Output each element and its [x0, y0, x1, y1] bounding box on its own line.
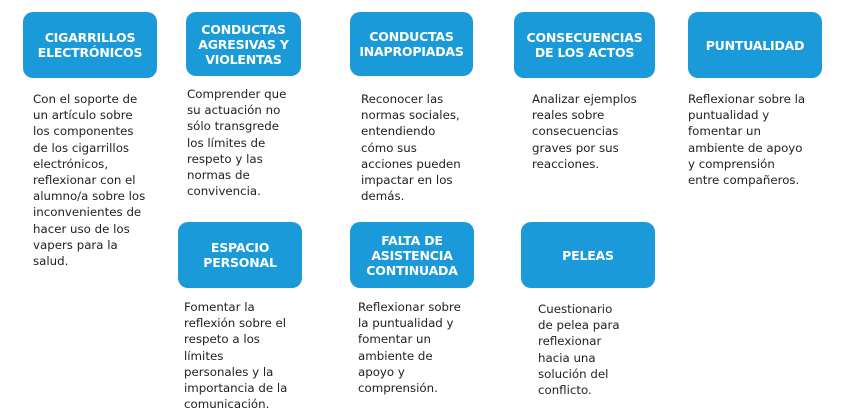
card-desc-consecuencias: Analizar ejemplos reales sobre consecuencias graves por sus reacciones. [532, 92, 637, 171]
card-desc-puntualidad: Reflexionar sobre la puntualidad y fomentar un ambiente de apoyo y comprensión entre compañeros. [688, 92, 806, 188]
card-desc-peleas: Cuestionario de pelea para reflexionar hacia una solución del conflicto. [538, 302, 620, 398]
card-title-cigarrillos: CIGARRILLOS ELECTRÓNICOS [23, 12, 157, 78]
card-desc-espacio-personal: Fomentar la reflexión sobre el respeto a los límites personales y la importancia de la comunicación. [184, 300, 288, 412]
card-desc-conductas-inapropiadas: Reconocer las normas sociales, entendiendo cómo sus acciones pueden impactar en los demás. [361, 92, 461, 204]
card-desc-falta-asistencia: Reflexionar sobre la puntualidad y fomentar un ambiente de apoyo y comprensión. [358, 300, 461, 396]
card-title-falta-asistencia: FALTA DE ASISTENCIA CONTINUADA [350, 222, 474, 288]
card-title-espacio-personal: ESPACIO PERSONAL [178, 222, 302, 288]
card-desc-cigarrillos: Con el soporte de un artículo sobre los componentes de los cigarrillos electrónicos, reflexionar con el alumno/a sobre los inconvenientes de hacer uso de los vapers para la salud. [33, 92, 146, 269]
card-title-peleas: PELEAS [521, 222, 655, 288]
card-title-consecuencias: CONSECUENCIAS DE LOS ACTOS [514, 12, 655, 78]
card-title-conductas-inapropiadas: CONDUCTAS INAPROPIADAS [350, 12, 473, 76]
card-title-conductas-agresivas: CONDUCTAS AGRESIVAS Y VIOLENTAS [186, 12, 301, 76]
card-title-puntualidad: PUNTUALIDAD [688, 12, 822, 78]
card-desc-conductas-agresivas: Comprender que su actuación no sólo transgrede los límites de respeto y las normas de convivencia. [187, 87, 287, 199]
